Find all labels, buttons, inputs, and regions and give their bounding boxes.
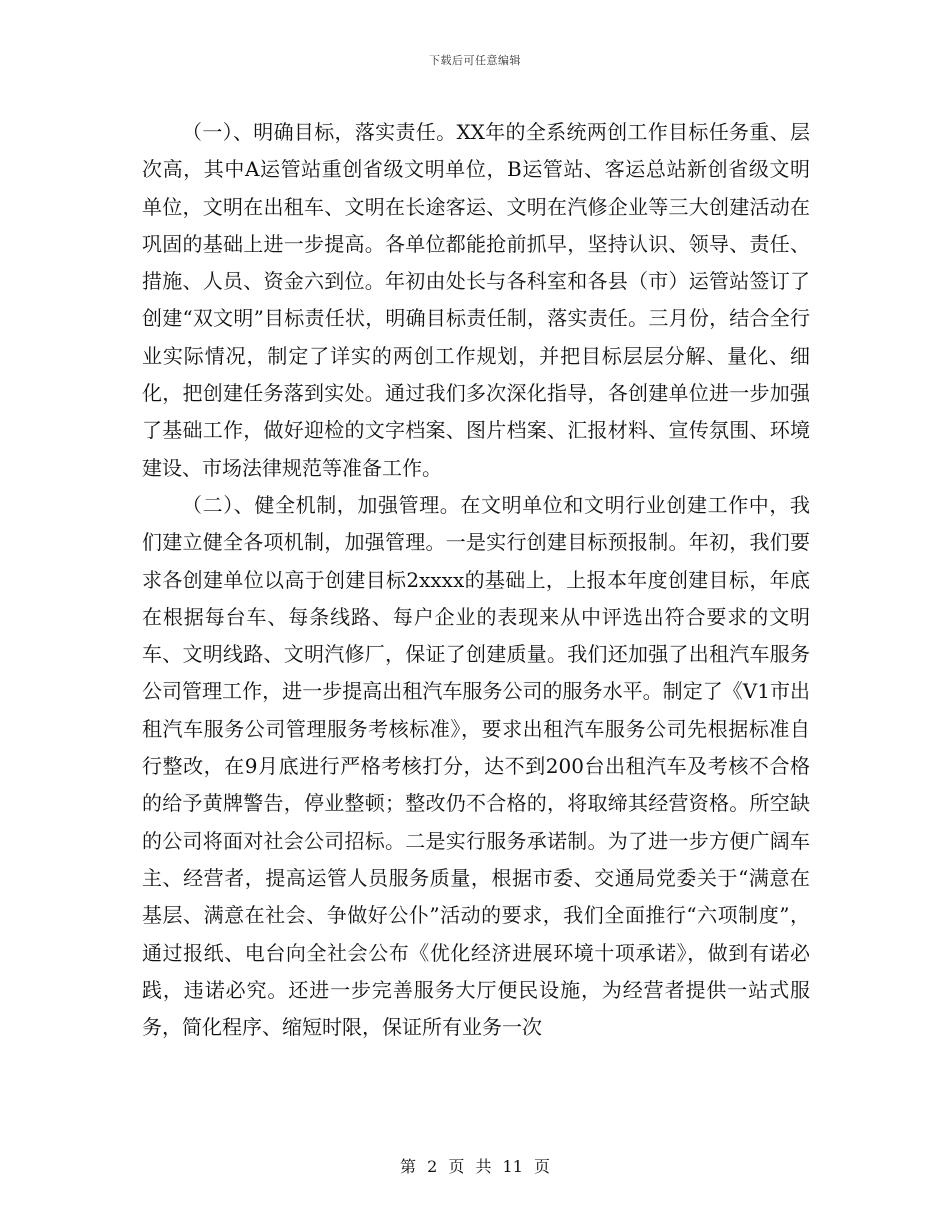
paragraph-2: （二）、健全机制，加强管理。在文明单位和文明行业创建工作中，我们建立健全各项机制，加强管理。一是实行创建目标预报制。年初，我们要求各创建单位以高于创建目标2xxxx的基础上，上报本年度创建目标，年底在根据每台车、每条线路、每户企业的表现来从中评选出符合要求的文明车、文明线路、文明汽修厂，保证了创建质量。我们还加强了出租汽车服务公司管理工作，进一步提高出租汽车服务公司的服务水平。制定了《V1市出租汽车服务公司管理服务考核标准》，要求出租汽车服务公司先根据标准自行整改，在9月底进行严格考核打分，达不到200台出租汽车及考核不合格的给予黄牌警告，停业整顿；整改仍不合格的，将取缔其经营资格。所空缺的公司将面对社会公司招标。二是实行服务承诺制。为了进一步方便广阔车主、经营者，提高运管人员服务质量，根据市委、交通局党委关于“满意在基层、满意在社会、争做好公仆”活动的要求，我们全面推行“六项制度”，通过报纸、电台向全社会公布《优化经济进展环境十项承诺》，做到有诺必践，违诺必究。还进一步完善服务大厅便民设施，为经营者提供一站式服务，简化程序、缩短时限，保证所有业务一次	[142, 492, 810, 1040]
paragraph-1: （一）、明确目标，落实责任。XX年的全系统两创工作目标任务重、层次高，其中A运管站重创省级文明单位，B运管站、客运总站新创省级文明单位，文明在出租车、文明在长途客运、文明在汽修企业等三大创建活动在巩固的基础上进一步提高。各单位都能抢前抓早，坚持认识、领导、责任、措施、人员、资金六到位。年初由处长与各科室和各县（市）运管站签订了创建“双文明”目标责任状，明确目标责任制，落实责任。三月份，结合全行业实际情况，制定了详实的两创工作规划，并把目标层层分解、量化、细化，把创建任务落到实处。通过我们多次深化指导，各创建单位进一步加强了基础工作，做好迎检的文字档案、图片档案、汇报材料、宣传氛围、环境建设、市场法律规范等准备工作。	[142, 120, 810, 480]
page-header: 下载后可任意编辑	[429, 54, 521, 67]
document-body	[142, 114, 810, 1046]
page-number: 第 2 页 共 11 页	[400, 1157, 550, 1176]
